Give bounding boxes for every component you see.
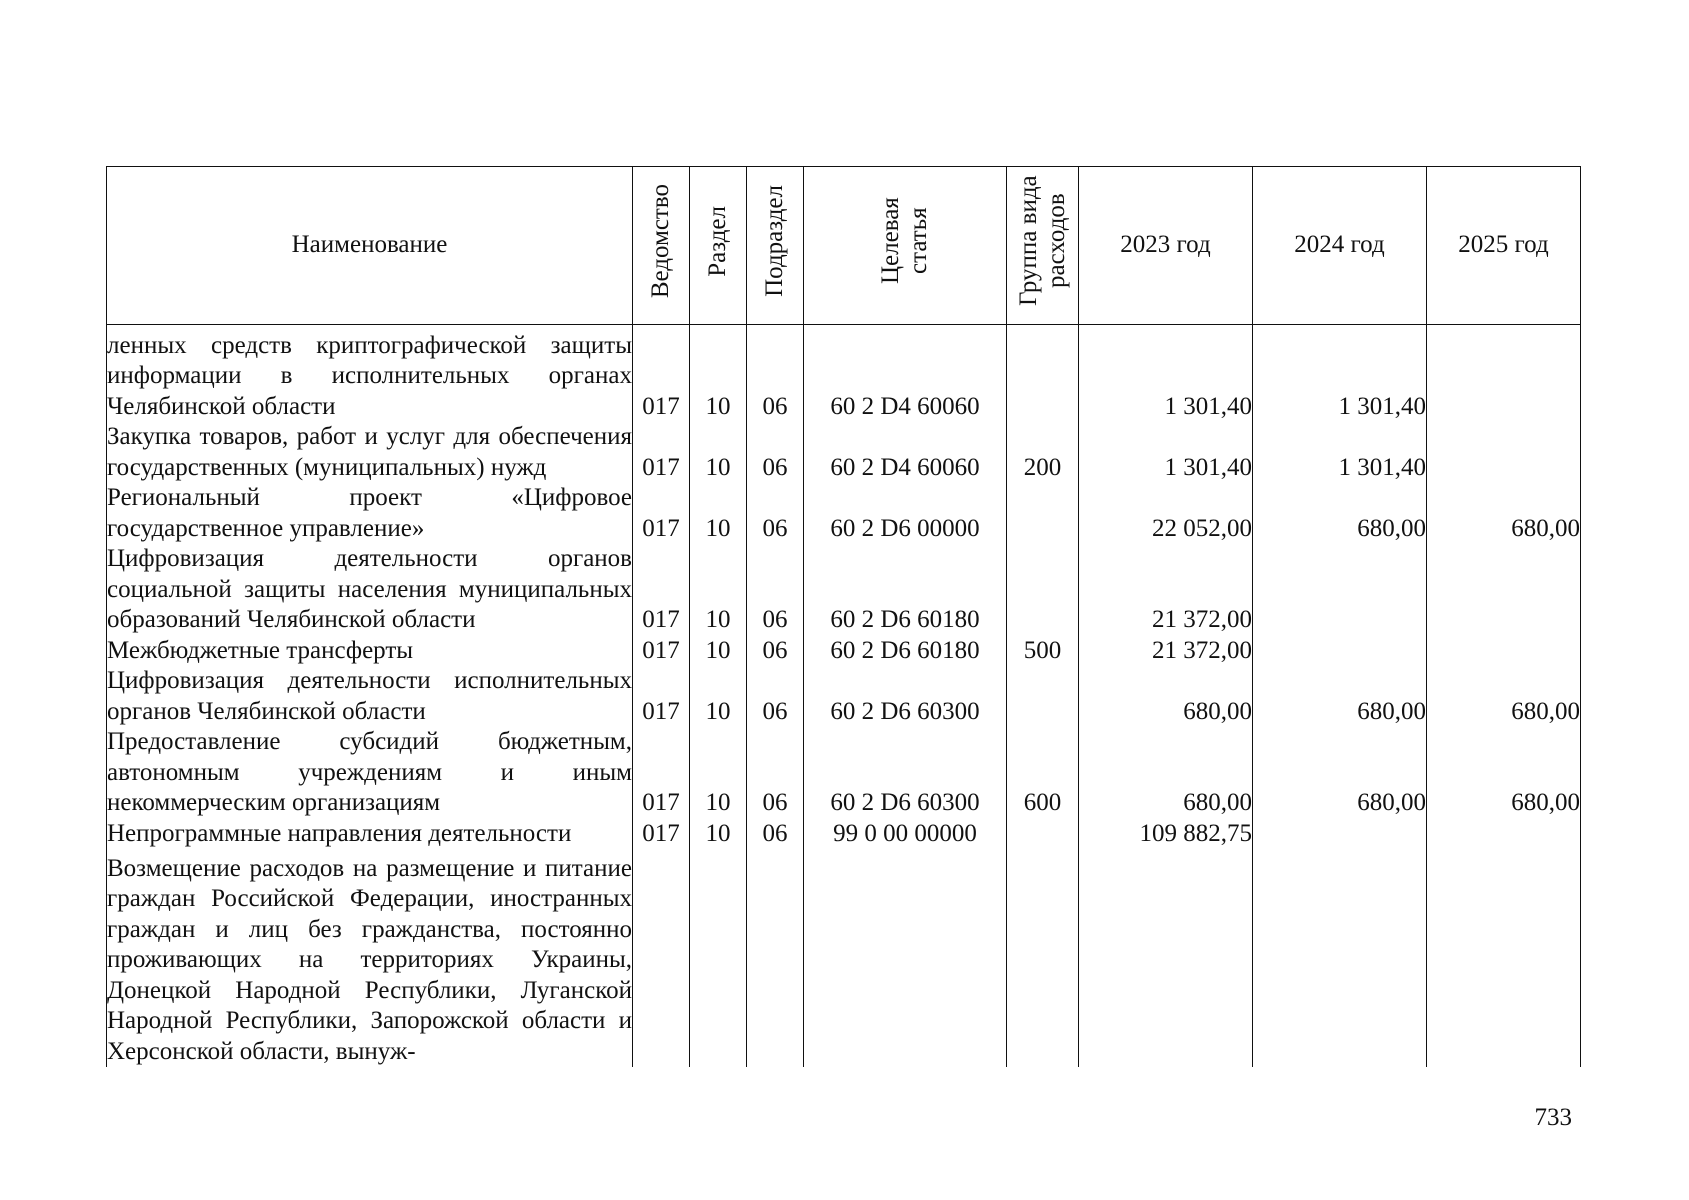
header-2023: 2023 год (1079, 167, 1253, 325)
row-2025 (1427, 422, 1581, 483)
budget-table (106, 166, 1581, 1067)
row-2023: 22 052,00 (1079, 483, 1253, 544)
row-dept: 017 (633, 727, 690, 819)
row-subsection: 06 (747, 544, 804, 636)
header-subsection: Подраздел (747, 167, 804, 325)
row-section: 10 (690, 636, 747, 667)
row-name: Цифровизация деятельности органов социальной защиты населения муниципальных образований Челябинской области (107, 544, 633, 636)
row-2023: 21 372,00 (1079, 636, 1253, 667)
row-name: Региональный проект «Цифровое государственное управление» (107, 483, 633, 544)
table-row (107, 636, 1581, 667)
row-name: Закупка товаров, работ и услуг для обеспечения государственных (муниципальных) нужд (107, 422, 633, 483)
row-2023: 1 301,40 (1079, 324, 1253, 422)
row-subsection: 06 (747, 636, 804, 667)
row-2025: 680,00 (1427, 483, 1581, 544)
row-2025 (1427, 849, 1581, 1067)
row-dept: 017 (633, 324, 690, 422)
row-subsection: 06 (747, 819, 804, 850)
row-name: Возмещение расходов на размещение и питание граждан Российской Федерации, иностранных граждан и лиц без гражданства, постоянно проживающих на территориях Украины, Донецкой Народной Республики, Луганской Народной Республики, Запорожской области и Херсонской области, вынуж- (107, 849, 633, 1067)
header-2025: 2025 год (1427, 167, 1581, 325)
row-name: Непрограммные направления деятельности (107, 819, 633, 850)
row-target: 60 2 D6 60300 (804, 666, 1007, 727)
row-subsection: 06 (747, 324, 804, 422)
row-2025 (1427, 636, 1581, 667)
row-dept: 017 (633, 544, 690, 636)
row-section: 10 (690, 666, 747, 727)
row-group (1007, 544, 1079, 636)
row-group (1007, 483, 1079, 544)
row-group (1007, 849, 1079, 1067)
row-target: 60 2 D4 60060 (804, 422, 1007, 483)
row-dept: 017 (633, 636, 690, 667)
row-2025 (1427, 324, 1581, 422)
row-target: 60 2 D4 60060 (804, 324, 1007, 422)
row-2024 (1253, 544, 1427, 636)
row-2023: 109 882,75 (1079, 819, 1253, 850)
row-2024 (1253, 819, 1427, 850)
row-2025 (1427, 544, 1581, 636)
table-header-row (107, 167, 1581, 325)
row-dept: 017 (633, 819, 690, 850)
row-subsection: 06 (747, 483, 804, 544)
row-subsection: 06 (747, 727, 804, 819)
row-name: ленных средств криптографической защиты информации в исполнительных органах Челябинской области (107, 324, 633, 422)
row-section: 10 (690, 324, 747, 422)
header-target-article: Целевая статья (804, 167, 1007, 325)
row-2024: 1 301,40 (1253, 422, 1427, 483)
row-target (804, 849, 1007, 1067)
table-row (107, 666, 1581, 727)
row-dept (633, 849, 690, 1067)
row-target: 60 2 D6 00000 (804, 483, 1007, 544)
row-section: 10 (690, 483, 747, 544)
row-target: 60 2 D6 60300 (804, 727, 1007, 819)
header-name: Наименование (107, 167, 633, 325)
row-section (690, 849, 747, 1067)
table-row (107, 544, 1581, 636)
row-name: Цифровизация деятельности исполнительных органов Челябинской области (107, 666, 633, 727)
row-group (1007, 819, 1079, 850)
row-group: 500 (1007, 636, 1079, 667)
row-dept: 017 (633, 483, 690, 544)
table-row (107, 849, 1581, 1067)
table-row (107, 483, 1581, 544)
row-2023 (1079, 849, 1253, 1067)
row-target: 60 2 D6 60180 (804, 544, 1007, 636)
row-subsection: 06 (747, 422, 804, 483)
table-row (107, 324, 1581, 422)
row-2024: 680,00 (1253, 727, 1427, 819)
header-section: Раздел (690, 167, 747, 325)
row-name: Межбюджетные трансферты (107, 636, 633, 667)
header-2024: 2024 год (1253, 167, 1427, 325)
row-2024: 680,00 (1253, 666, 1427, 727)
row-subsection (747, 849, 804, 1067)
row-dept: 017 (633, 422, 690, 483)
row-group: 200 (1007, 422, 1079, 483)
row-group (1007, 324, 1079, 422)
row-name: Предоставление субсидий бюджетным, автономным учреждениям и иным некоммерческим организациям (107, 727, 633, 819)
row-target: 99 0 00 00000 (804, 819, 1007, 850)
row-2025 (1427, 819, 1581, 850)
row-2023: 680,00 (1079, 666, 1253, 727)
header-dept: Ведомство (633, 167, 690, 325)
row-2023: 680,00 (1079, 727, 1253, 819)
row-2024: 680,00 (1253, 483, 1427, 544)
row-dept: 017 (633, 666, 690, 727)
page-number: 733 (1534, 1104, 1572, 1131)
row-section: 10 (690, 727, 747, 819)
row-group (1007, 666, 1079, 727)
header-expense-group: Группа вида расходов (1007, 167, 1079, 325)
table-row (107, 422, 1581, 483)
table-row (107, 727, 1581, 819)
row-2023: 1 301,40 (1079, 422, 1253, 483)
row-subsection: 06 (747, 666, 804, 727)
row-2024: 1 301,40 (1253, 324, 1427, 422)
row-section: 10 (690, 819, 747, 850)
row-group: 600 (1007, 727, 1079, 819)
table-row (107, 819, 1581, 850)
row-section: 10 (690, 422, 747, 483)
row-target: 60 2 D6 60180 (804, 636, 1007, 667)
row-section: 10 (690, 544, 747, 636)
row-2025: 680,00 (1427, 666, 1581, 727)
row-2025: 680,00 (1427, 727, 1581, 819)
row-2024 (1253, 636, 1427, 667)
row-2023: 21 372,00 (1079, 544, 1253, 636)
row-2024 (1253, 849, 1427, 1067)
